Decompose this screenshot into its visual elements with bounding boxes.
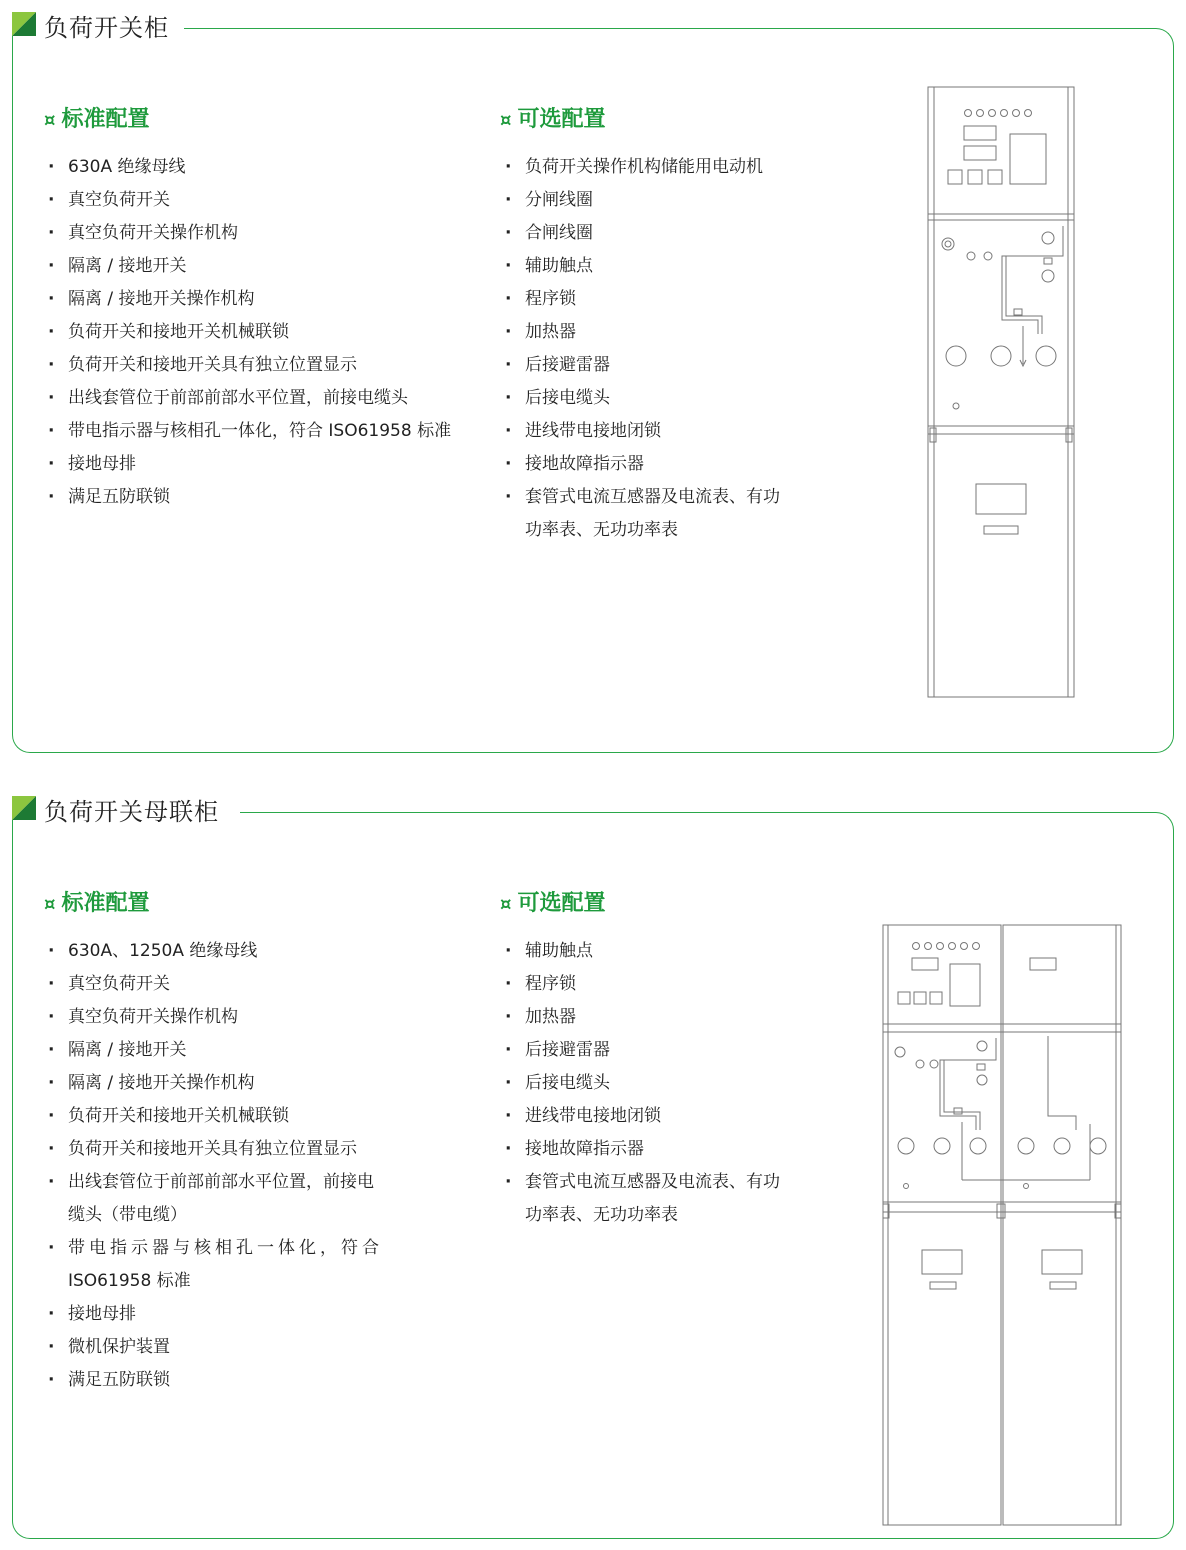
list-item: · 隔离 / 接地开关操作机构: [46, 283, 451, 316]
list-item: · 真空负荷开关操作机构: [46, 1001, 383, 1034]
standard-config-list: [46, 935, 383, 1397]
list-item: · 程序锁: [503, 283, 780, 316]
cabinet-drawing: [926, 86, 1078, 700]
list-item: · 满足五防联锁: [46, 481, 451, 514]
list-item: · 真空负荷开关: [46, 968, 383, 1001]
section-load-switch-cabinet: [0, 0, 1186, 760]
list-item: · 出线套管位于前部前部水平位置，前接电: [46, 1166, 383, 1199]
standard-config-list: [46, 151, 451, 514]
list-item: · 程序锁: [503, 968, 780, 1001]
list-item: · 进线带电接地闭锁: [503, 1100, 780, 1133]
list-item: · 分闸线圈: [503, 184, 780, 217]
list-item: · 接地故障指示器: [503, 448, 780, 481]
list-item: · 隔离 / 接地开关: [46, 250, 451, 283]
list-item: · 微机保护装置: [46, 1331, 383, 1364]
list-item: · 加热器: [503, 316, 780, 349]
list-item: · 630A 绝缘母线: [46, 151, 451, 184]
list-item: · 进线带电接地闭锁: [503, 415, 780, 448]
list-item: · 隔离 / 接地开关: [46, 1034, 383, 1067]
list-item: · 负荷开关和接地开关机械联锁: [46, 316, 451, 349]
list-item: · 加热器: [503, 1001, 780, 1034]
list-item: 缆头（带电缆）: [68, 1205, 187, 1225]
list-item: · 接地母排: [46, 1298, 383, 1331]
list-item: · 带电指示器与核相孔一体化，符合 ISO61958 标准: [46, 415, 451, 448]
list-item: · 负荷开关和接地开关具有独立位置显示: [46, 349, 451, 382]
list-item: · 隔离 / 接地开关操作机构: [46, 1067, 383, 1100]
list-item: · 辅助触点: [503, 935, 780, 968]
list-item: · 辅助触点: [503, 250, 780, 283]
list-item: · 负荷开关操作机构储能用电动机: [503, 151, 780, 184]
list-item: · 后接避雷器: [503, 1034, 780, 1067]
section-load-switch-bus-tie-cabinet: [0, 784, 1186, 1550]
list-item: 功率表、无功功率表: [525, 1205, 678, 1225]
list-item: · 负荷开关和接地开关具有独立位置显示: [46, 1133, 383, 1166]
list-item: · 合闸线圈: [503, 217, 780, 250]
section-title: 负荷开关柜: [44, 14, 169, 42]
optional-config-heading: ¤ 可选配置: [500, 891, 606, 916]
heading-mark-icon: ¤: [44, 110, 56, 131]
standard-config-heading: ¤ 标准配置: [44, 891, 150, 916]
list-item: · 后接避雷器: [503, 349, 780, 382]
section-flag-icon: [12, 796, 36, 820]
list-item: · 接地母排: [46, 448, 451, 481]
list-item: ISO61958 标准: [68, 1271, 191, 1291]
list-item: · 出线套管位于前部前部水平位置，前接电缆头: [46, 382, 451, 415]
section-title: 负荷开关母联柜: [44, 798, 219, 826]
list-item: · 套管式电流互感器及电流表、有功: [503, 1166, 780, 1199]
list-item: · 630A、1250A 绝缘母线: [46, 935, 383, 968]
heading-mark-icon: ¤: [500, 110, 512, 131]
section-flag-icon: [12, 12, 36, 36]
optional-config-list: [503, 935, 780, 1232]
list-item: · 带电指示器与核相孔一体化，符合: [46, 1232, 383, 1265]
optional-config-list: [503, 151, 780, 547]
list-item: · 后接电缆头: [503, 382, 780, 415]
list-item: · 真空负荷开关: [46, 184, 451, 217]
heading-mark-icon: ¤: [500, 894, 512, 915]
list-item: · 真空负荷开关操作机构: [46, 217, 451, 250]
standard-config-heading: ¤ 标准配置: [44, 107, 150, 132]
list-item: · 后接电缆头: [503, 1067, 780, 1100]
list-item: 功率表、无功功率表: [525, 520, 678, 540]
bus-tie-cabinet-drawing: [880, 924, 1124, 1528]
list-item: · 满足五防联锁: [46, 1364, 383, 1397]
optional-config-heading: ¤ 可选配置: [500, 107, 606, 132]
list-item: · 接地故障指示器: [503, 1133, 780, 1166]
list-item: · 负荷开关和接地开关机械联锁: [46, 1100, 383, 1133]
heading-mark-icon: ¤: [44, 894, 56, 915]
list-item: · 套管式电流互感器及电流表、有功: [503, 481, 780, 514]
